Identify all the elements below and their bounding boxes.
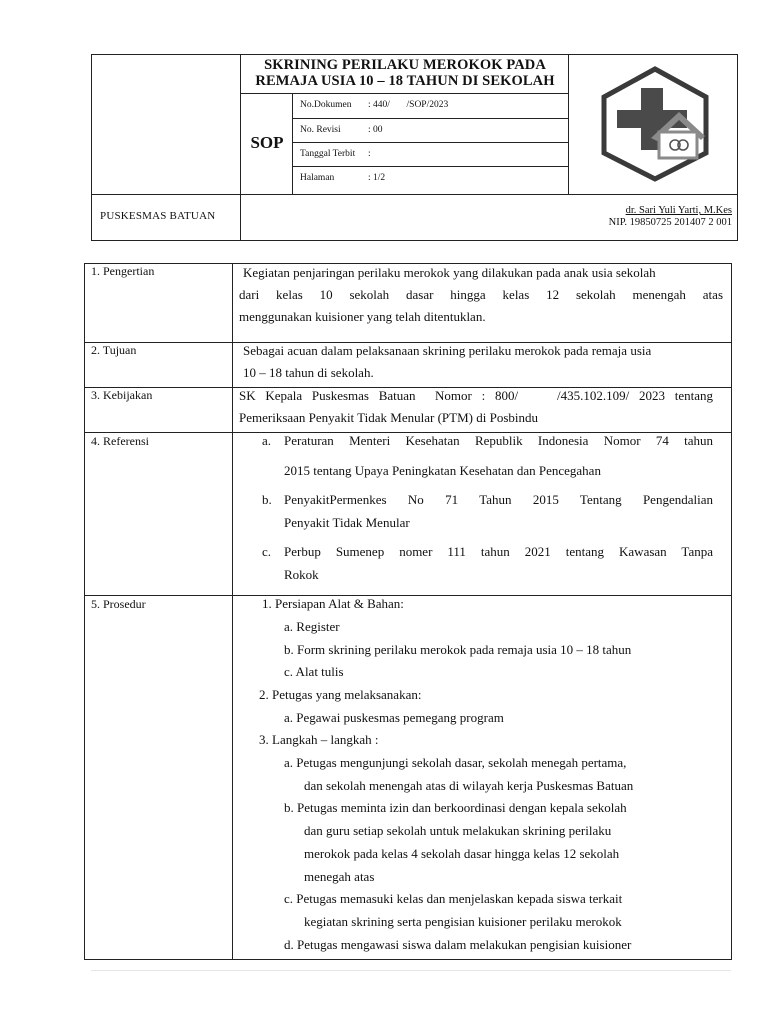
procedure-step: 2. Petugas yang melaksanakan: <box>259 687 422 702</box>
procedure-substep: c. Petugas memasuki kelas dan menjelaskan kepada siswa terkait <box>284 891 623 906</box>
header-divider <box>292 142 568 143</box>
procedure-substep: c. Alat tulis <box>284 664 344 679</box>
doc-number-key: No.Dokumen <box>300 100 352 110</box>
page-value: : 1/2 <box>368 173 386 183</box>
header-divider <box>91 194 738 195</box>
procedure-substep-cont: menegah atas <box>304 869 375 884</box>
signature-block <box>572 205 732 229</box>
title-line: SKRINING PERILAKU MEROKOK PADA <box>264 57 546 73</box>
procedure-substep: d. Petugas mengawasi siswa dalam melakukan pengisian kuisioner <box>284 937 632 952</box>
text-line: menggunakan kuisioner yang telah ditentuklan. <box>239 309 486 324</box>
doc-number-value: : 440/ /SOP/2023 <box>368 100 449 110</box>
procedure-substep: a. Pegawai puskesmas pemegang program <box>284 710 504 725</box>
issue-date-row <box>300 148 371 160</box>
reference-item-b <box>262 488 713 512</box>
institution-name: PUSKESMAS BATUAN <box>100 210 216 222</box>
revision-key: No. Revisi <box>300 125 341 135</box>
text-line: Pemeriksaan Penyakit Tidak Menular (PTM) di Posbindu <box>239 410 538 425</box>
procedure-substep: a. Petugas mengunjungi sekolah dasar, sekolah menegah pertama, <box>284 755 627 770</box>
procedure-step: 1. Persiapan Alat & Bahan: <box>262 596 404 611</box>
header-divider <box>568 54 569 195</box>
revision-value: : 00 <box>368 125 383 135</box>
issue-date-key: Tanggal Terbit <box>300 149 356 159</box>
text-line: Perbup Sumenep nomer 111 tahun 2021 tentang Kawasan Tanpa <box>284 544 713 559</box>
section-label-pengertian: 1. Pengertian <box>91 264 155 278</box>
procedure-substep: b. Form skrining perilaku merokok pada remaja usia 10 – 18 tahun <box>284 642 632 657</box>
page-footer-rule <box>91 970 731 971</box>
document-title <box>242 57 568 89</box>
issue-date-value: : <box>368 149 371 159</box>
section-label-referensi: 4. Referensi <box>91 434 149 448</box>
header-divider <box>292 166 568 167</box>
text-line: 2015 tentang Upaya Peningkatan Kesehatan dan Pencegahan <box>284 463 601 478</box>
header-divider <box>240 93 568 94</box>
text-line: Kegiatan penjaringan perilaku merokok yang dilakukan pada anak usia sekolah <box>243 265 656 280</box>
reference-item-a <box>262 429 713 453</box>
reference-item-c <box>262 540 713 564</box>
revision-row <box>300 124 383 136</box>
text-line: dari kelas 10 sekolah dasar hingga kelas 12 sekolah menengah atas <box>239 287 723 302</box>
header-divider <box>240 54 241 241</box>
procedure-substep-cont: dan sekolah menengah atas di wilayah kerja Puskesmas Batuan <box>304 778 634 793</box>
section-label-tujuan: 2. Tujuan <box>91 343 137 357</box>
content-divider <box>84 595 732 596</box>
procedure-substep-cont: kegiatan skrining serta pengisian kuisioner perilaku merokok <box>304 914 622 929</box>
header-divider <box>292 118 568 119</box>
puskesmas-logo-icon <box>597 66 713 182</box>
procedure-substep-cont: merokok pada kelas 4 sekolah dasar hingga kelas 12 sekolah <box>304 846 620 861</box>
procedure-substep-cont: dan guru setiap sekolah untuk melakukan skrining perilaku <box>304 823 612 838</box>
text-line: Peraturan Menteri Kesehatan Republik Indonesia Nomor 74 tahun <box>284 433 713 448</box>
signer-nip: NIP. 19850725 201407 2 001 <box>608 217 732 228</box>
header-divider <box>292 93 293 195</box>
text-line: Rokok <box>284 567 319 582</box>
signer-name: dr. Sari Yuli Yarti, M.Kes <box>625 205 732 216</box>
text-line: Sebagai acuan dalam pelaksanaan skrining perilaku merokok pada remaja usia <box>243 343 652 358</box>
text-line: SK Kepala Puskesmas Batuan Nomor : 800/ /435.102.109/ 2023 tentang <box>239 388 713 403</box>
pengertian-text <box>243 262 723 284</box>
section-label-kebijakan: 3. Kebijakan <box>91 388 153 402</box>
doc-number-row <box>300 99 448 111</box>
page-row <box>300 172 385 184</box>
page-key: Halaman <box>300 173 335 183</box>
content-divider <box>232 263 233 960</box>
text-line: 10 – 18 tahun di sekolah. <box>243 365 374 380</box>
sop-label: SOP <box>250 133 284 152</box>
title-line: REMAJA USIA 10 – 18 TAHUN DI SEKOLAH <box>255 73 555 89</box>
list-marker: a. <box>262 433 272 448</box>
list-marker: b. <box>262 492 272 507</box>
list-marker: c. <box>262 544 272 559</box>
section-label-prosedur: 5. Prosedur <box>91 597 146 611</box>
text-line: PenyakitPermenkes No 71 Tahun 2015 Tentang Pengendalian <box>284 492 713 507</box>
text-line: Penyakit Tidak Menular <box>284 515 410 530</box>
procedure-step: 3. Langkah – langkah : <box>259 732 379 747</box>
procedure-substep: b. Petugas meminta izin dan berkoordinasi dengan kepala sekolah <box>284 800 627 815</box>
procedure-substep: a. Register <box>284 619 340 634</box>
